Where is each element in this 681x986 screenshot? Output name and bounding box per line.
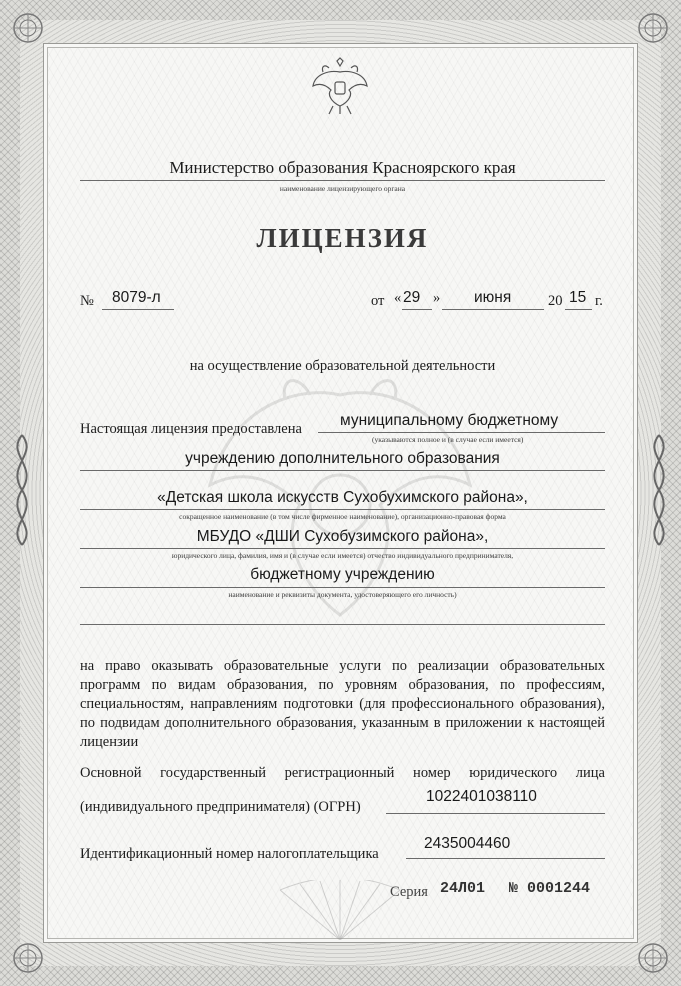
licensee-line-2: учреждению дополнительного образования <box>185 450 500 467</box>
serial-number: 0001244 <box>527 880 591 897</box>
issuer-underline <box>80 180 605 181</box>
license-rights-text: на право оказывать образовательные услуги по реализации образовательных программ по видам образования, по уровням образования, по профессиям, специальностям, направлениям подготовки (для профессионального образования), по подвидам дополнительного образования, указанным в приложении к настоящей лицензии <box>80 658 605 750</box>
licensee-line-4: МБУДО «ДШИ Сухобузимского района», <box>196 528 489 545</box>
licensee-caption-3: юридического лица, фамилия, имя и (в случае если имеется) отчество индивидуального предпринимателя, <box>171 551 514 560</box>
fan-ornament-icon <box>270 880 410 940</box>
licensee-line-5: бюджетному учреждению <box>250 566 435 583</box>
date-from-label: от <box>371 293 385 309</box>
inn-value: 2435004460 <box>424 835 511 852</box>
licensee-underline-6 <box>80 624 605 625</box>
license-purpose: на осуществление образовательной деятельности <box>189 358 496 374</box>
licensee-underline-3 <box>80 509 605 510</box>
date-month: июня <box>474 289 512 306</box>
date-open-quote: « <box>394 290 402 306</box>
document-title: ЛИЦЕНЗИЯ <box>256 223 429 253</box>
date-month-underline <box>442 309 544 310</box>
license-number: 8079-л <box>112 289 161 306</box>
date-year-prefix: 20 <box>548 293 563 309</box>
date-year-unit: г. <box>595 293 603 309</box>
series-value: 24Л01 <box>440 880 486 897</box>
licensee-underline-2 <box>80 470 605 471</box>
licensee-caption-1: (указываются полное и (в случае если имеется) <box>372 435 524 444</box>
corner-ornament-icon <box>633 938 673 978</box>
double-headed-eagle-emblem <box>309 56 371 118</box>
ogrn-underline <box>386 813 605 814</box>
corner-ornament-icon <box>633 8 673 48</box>
serial-prefix: № <box>509 880 519 897</box>
inn-label: Идентификационный номер налогоплательщика <box>80 846 379 862</box>
ogrn-value: 1022401038110 <box>426 788 537 805</box>
date-day: 29 <box>403 289 421 306</box>
date-close-quote: » <box>433 290 441 306</box>
issuer-name: Министерство образования Красноярского края <box>169 158 516 177</box>
date-day-underline <box>402 309 432 310</box>
series-label: Серия <box>390 884 428 900</box>
inn-underline <box>406 858 605 859</box>
licensee-underline-1 <box>318 432 605 433</box>
granted-label: Настоящая лицензия предоставлена <box>80 421 302 437</box>
date-year-underline <box>565 309 592 310</box>
licensee-caption-2: сокращенное наименование (в том числе фирменное наименование), организационно-правовая форма <box>179 512 506 521</box>
licensee-underline-5 <box>80 587 605 588</box>
licensee-caption-4: наименование и реквизиты документа, удостоверяющего его личность) <box>228 590 457 599</box>
date-year-suffix: 15 <box>569 289 587 306</box>
issuer-caption: наименование лицензирующего органа <box>279 184 406 193</box>
knot-ornament-icon <box>4 430 40 550</box>
number-prefix: № <box>80 293 94 309</box>
ogrn-label-line-1: Основной государственный регистрационный номер юридического лица <box>80 765 605 781</box>
ogrn-label-line-2: (индивидуального предпринимателя) (ОГРН) <box>80 799 361 815</box>
number-underline <box>102 309 174 310</box>
corner-ornament-icon <box>8 938 48 978</box>
knot-ornament-icon <box>641 430 677 550</box>
licensee-line-1: муниципальному бюджетному <box>340 412 559 429</box>
licensee-underline-4 <box>80 548 605 549</box>
licensee-line-3: «Детская школа искусств Сухобухимского района», <box>157 489 528 506</box>
corner-ornament-icon <box>8 8 48 48</box>
